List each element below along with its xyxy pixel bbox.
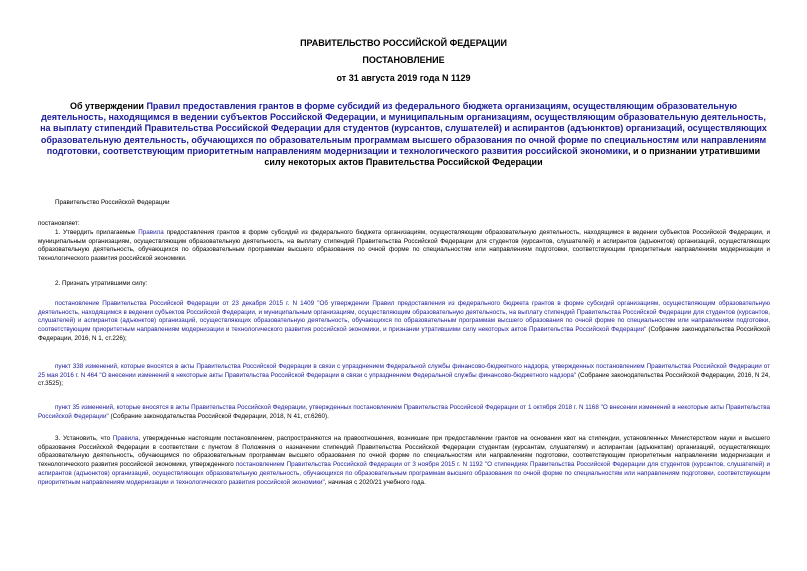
document-subject (40, 101, 767, 168)
repealed-act-2-link[interactable]: пункт 338 изменений, которые вносятся в акты Правительства Российской Федерации в связи с упразднением Федеральной службы финансово-бюджетного надзора, утвержденных постановлением Правительства Российской Федерации от 25 мая 2016 г. N 464 "О внесении изменений в некоторые акты Правительства Российской Федерации в связи с упразднением Федеральной службы финансово-бюджетного надзора" (38, 363, 770, 379)
repealed-act-3 (38, 404, 770, 421)
item3-decree-link[interactable]: постановлением Правительства Российской Федерации от 3 ноября 2015 г. N 1192 "О стипендиях Правительства Российской Федерации для студентов (курсантов, слушателей) и аспирантов (адъюнктов) организаций, осуществляющих образовательную деятельность, обучающихся по образовательным программам высшего образования по очной форме по специальностям или направлениям подготовки, соответствующим приоритетным направлениям модернизации и технологического развития российской экономики" (38, 461, 770, 486)
repealed-act-1-link[interactable]: постановление Правительства Российской Федерации от 23 декабря 2015 г. N 1409 "Об утверждении Правил предоставления из федерального бюджета грантов в форме субсидий организациям, осуществляющим образовательную деятельность, находящимся в ведении субъектов Российской Федерации, и муниципальным организациям, осуществляющим образовательную деятельность, на выплату стипендий Правительства Российской Федерации для студентов (курсантов, слушателей) и аспирантов (адъюнктов) организаций, осуществляющих образовательную деятельность, обучающихся по образовательным программам высшего образования по очной форме по специальностям или направлениям подготовки, соответствующим приоритетным направлениям модернизации и технологического развития российской экономики, и признании утратившими силу некоторых актов Правительства Российской Федерации" (38, 300, 770, 334)
subject-suffix: , и о признании утратившими силу некоторых актов Правительства Российской Федерации (264, 145, 761, 168)
paragraph-item-2: 2. Признать утратившими силу: (55, 280, 148, 287)
subject-prefix: Об утверждении (69, 101, 147, 111)
item1-rules-link[interactable]: Правила (138, 229, 164, 236)
repealed-act-3-link[interactable]: пункт 35 изменений, которые вносятся в акты Правительства Российской Федерации, утвержденных постановлением Правительства Российской Федерации от 1 октября 2018 г. N 1168 "О внесении изменений в некоторые акты Правительства Российской Федерации" (38, 404, 770, 420)
repealed-act-2-source: (Собрание законодательства Российской Федерации, 2016, N 24, ст.3525); (38, 371, 770, 388)
item3-text-c: , начиная с 2020/21 учебного года. (324, 478, 426, 486)
item1-text-a: 1. Утвердить прилагаемые (55, 229, 139, 236)
document-date-number: от 31 августа 2019 года N 1129 (336, 73, 471, 83)
repealed-act-3-source: (Собрание законодательства Российской Федерации, 2018, N 41, ст.6260). (108, 412, 329, 420)
item1-text-b: предоставления грантов в форме субсидий из федерального бюджета организациям, осуществляющим образовательную деятельность, находящимся в ведении субъектов Российской Федерации, и муниципальным организациям, осуществляющим образовательную деятельность, на выплату стипендий Правительства Российской Федерации для студентов (курсантов, слушателей) и аспирантов (адъюнктов) организаций, осуществляющих образовательную деятельность, обучающихся по образовательным программам высшего образования по очной форме по специальностям или направлениям подготовки, соответствующим приоритетным направлениям модернизации и технологического развития российской экономики. (38, 229, 770, 263)
decrees-line: постановляет: (38, 220, 80, 227)
item3-rules-link[interactable]: Правила (112, 435, 139, 442)
paragraph-item-1 (38, 229, 770, 264)
paragraph-item-3 (38, 435, 770, 487)
item3-text-a: 3. Установить, что (55, 435, 113, 442)
repealed-act-1-source: (Собрание законодательства Российской Федерации, 2016, N 1, ст.226); (38, 326, 770, 342)
repealed-act-2 (38, 363, 770, 389)
document-type-heading: ПОСТАНОВЛЕНИЕ (362, 55, 445, 65)
issuer-heading: ПРАВИТЕЛЬСТВО РОССИЙСКОЙ ФЕДЕРАЦИИ (300, 38, 507, 48)
authority-line: Правительство Российской Федерации (55, 199, 170, 206)
item3-text-b: , утвержденные настоящим постановлением, распространяются на правоотношения, возникшие при предоставлении грантов на основании квот на стипендии, установленных Министерством науки и высшего образования Российской Федерации в соответствии с пунктом 8 Положения о назначении стипендий Правительства Российской Федерации студентам (курсантам, слушателям) и аспирантам (адъюнктам) организаций, осуществляющих образовательную деятельность, обучающимся по образовательным программам высшего образования по очной форме по специальностям или направлениям подготовки, соответствующим приоритетным направлениям модернизации и технологического развития российской экономики, утвержденного (38, 435, 770, 469)
subject-rules-link[interactable]: Правил предоставления грантов в форме субсидий из федерального бюджета организациям, осуществляющим образовательную деятельность, находящимся в ведении субъектов Российской Федерации, и муниципальным организациям, осуществляющим образовательную деятельность, на выплату стипендий Правительства Российской Федерации для студентов (курсантов, слушателей) и аспирантов (адъюнктов) организаций, осуществляющих образовательную деятельность, обучающихся по образовательным программам высшего образования по очной форме по специальностям или направлениям подготовки, соответствующим приоритетным направлениям модернизации и технологического развития российской экономики (40, 101, 767, 156)
repealed-act-1 (38, 300, 770, 344)
